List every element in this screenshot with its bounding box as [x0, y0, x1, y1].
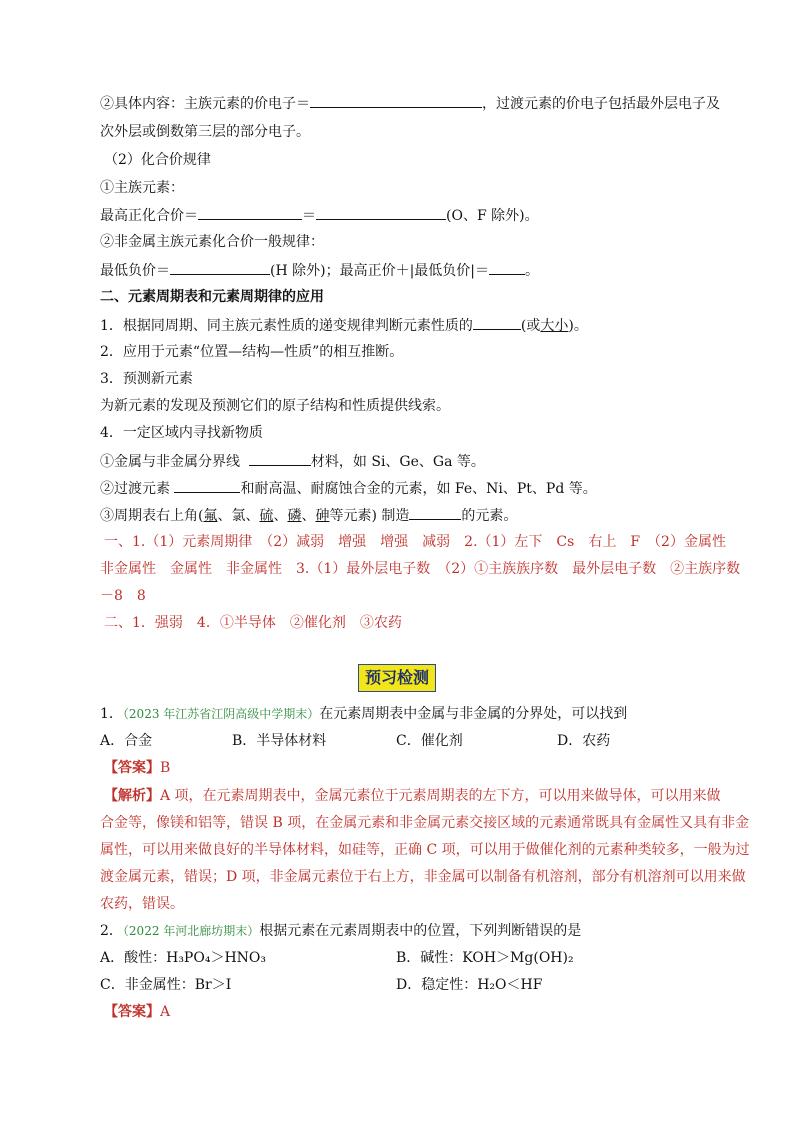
- option-a: A．合金: [100, 733, 153, 749]
- text-line: 4．一定区域内寻找新物质: [100, 425, 263, 441]
- text-line: 2．应用于元素“位置—结构—性质”的相互推断。: [100, 344, 404, 360]
- answer-line: 【答案】A: [104, 1004, 171, 1020]
- text-line: 3．预测新元素: [100, 371, 193, 387]
- fill-blank: [310, 93, 482, 108]
- answer-line: 一、1.（1）元素周期律 （2）减弱 增强 增强 减弱 2.（1）左下 Cs 右上 F （2）金属性: [104, 534, 726, 550]
- option-a: A．酸性：H₃PO₄＞HNO₃: [100, 950, 266, 966]
- option-b: B．碱性：KOH＞Mg(OH)₂: [396, 950, 574, 966]
- section-title: 预习检测: [358, 664, 436, 692]
- text-line: ①金属与非金属分界线 材料，如 Si、Ge、Ga 等。: [100, 451, 485, 472]
- text-line: ③周期表右上角(氟、氯、硫、磷、砷等元素) 制造 的元素。: [100, 505, 517, 526]
- fill-blank: [316, 205, 446, 220]
- question-source: （2022 年河北廊坊期末）: [122, 924, 260, 938]
- answer-line: 二、1．强弱 4．①半导体 ②催化剂 ③农药: [104, 615, 402, 631]
- text-line: 为新元素的发现及预测它们的原子结构和性质提供线索。: [100, 398, 450, 414]
- option-c: C．催化剂: [396, 733, 463, 749]
- analysis-line: 属性，可以用来做良好的半导体材料，如硅等，正确 C 项，可以用于做催化剂的元素种类较多，一般为过: [100, 842, 750, 858]
- option-b: B．半导体材料: [232, 733, 327, 749]
- section-heading: 二、元素周期表和元素周期律的应用: [100, 289, 324, 305]
- analysis-line: 合金等，像镁和铝等，错误 B 项，在金属元素和非金属元素交接区域的元素通常既具有金属性又具有非金: [100, 815, 750, 831]
- text-line: ②非金属主族元素化合价一般规律：: [100, 234, 324, 250]
- text-line: ②过渡元素 和耐高温、耐腐蚀合金的元素，如 Fe、Ni、Pt、Pd 等。: [100, 478, 597, 499]
- sub-heading: （2）化合价规律: [104, 152, 211, 168]
- text-line: 1．根据同周期、同主族元素性质的递变规律判断元素性质的 (或大小)。: [100, 315, 588, 336]
- text-line: 最低负价＝ (H 除外)；最高正价＋|最低负价|＝ 。: [100, 260, 539, 281]
- analysis-line: 农药，错误。: [100, 896, 184, 912]
- fill-blank: [409, 505, 461, 520]
- text-line: 最高正化合价＝ ＝ (O、F 除外)。: [100, 205, 539, 226]
- answer-line: －8 8: [100, 588, 146, 604]
- fill-blank: [489, 260, 525, 275]
- answer-line: 【答案】B: [104, 760, 171, 776]
- text-line: 次外层或倒数第三层的部分电子。: [100, 124, 310, 140]
- fill-blank: [174, 478, 240, 493]
- option-c: C．非金属性：Br＞I: [100, 977, 232, 993]
- option-d: D．稳定性：H₂O＜HF: [396, 977, 543, 993]
- analysis-line: 渡金属元素，错误；D 项，非金属元素位于右上方，非金属可以制备有机溶剂，部分有机溶剂可以用来做: [100, 869, 746, 885]
- fill-blank: [473, 315, 521, 330]
- fill-blank: [198, 205, 302, 220]
- question-stem: 2．（2022 年河北廊坊期末）根据元素在元素周期表中的位置，下列判断错误的是: [100, 923, 582, 939]
- answer-line: 非金属性 金属性 非金属性 3.（1）最外层电子数 （2）①主族族序数 最外层电子数 ②主族序数: [100, 561, 741, 577]
- option-d: D．农药: [557, 733, 611, 749]
- fill-blank: [249, 451, 311, 466]
- analysis-line: 【解析】A 项，在元素周期表中，金属元素位于元素周期表的左下方，可以用来做导体，可以用来做: [104, 788, 721, 804]
- text-line: ②具体内容：主族元素的价电子＝ ，过渡元素的价电子包括最外层电子及: [100, 93, 720, 114]
- question-stem: 1．（2023 年江苏省江阴高级中学期末）在元素周期表中金属与非金属的分界处，可以找到: [100, 706, 628, 722]
- question-source: （2023 年江苏省江阴高级中学期末）: [122, 707, 320, 721]
- text-line: ①主族元素：: [100, 180, 184, 196]
- fill-blank: [170, 260, 270, 275]
